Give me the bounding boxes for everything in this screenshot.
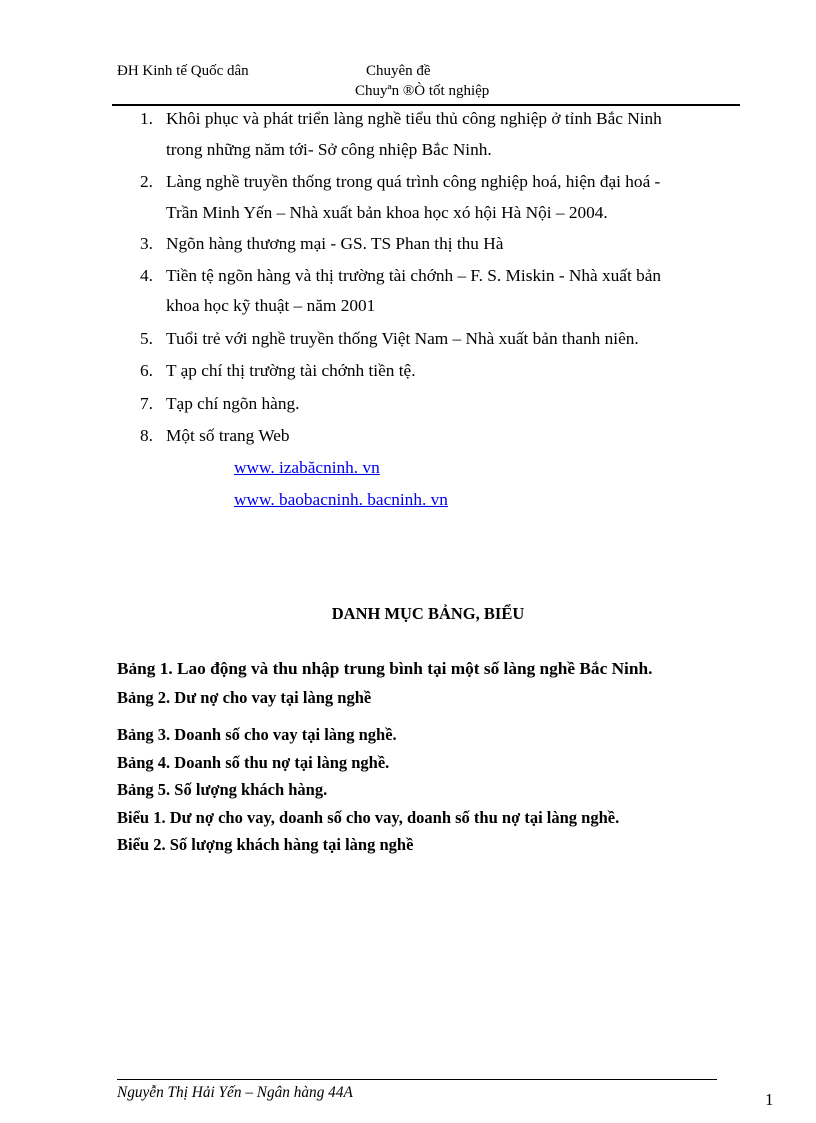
reference-text: khoa học kỹ thuật – năm 2001: [166, 296, 376, 315]
reference-text: Ngõn hàng thương mại - GS. TS Phan thị thu Hà: [166, 234, 504, 253]
reference-number: 4.: [140, 266, 153, 285]
chart-list-item: Biểu 2. Số lượng khách hàng tại làng nghề: [117, 835, 414, 854]
reference-text: Một số trang Web: [166, 426, 290, 445]
reference-text: Làng nghề truyền thống trong quá trình công nghiệp hoá, hiện đại hoá -: [166, 172, 661, 191]
reference-text: Trần Minh Yến – Nhà xuất bản khoa học xó hội Hà Nội – 2004.: [166, 203, 608, 222]
reference-text: Khôi phục và phát triển làng nghề tiểu thủ công nghiệp ở tỉnh Bắc Ninh: [166, 109, 662, 128]
reference-text: trong những năm tới- Sở công nhiệp Bắc Ninh.: [166, 140, 492, 159]
web-link-baobacninh[interactable]: www. baobacninh. bacninh. vn: [234, 490, 448, 509]
header-document-subtype: Chuyªn ®Ò tốt nghiệp: [355, 83, 490, 99]
reference-text: Tuổi trẻ với nghề truyền thống Việt Nam – Nhà xuất bản thanh niên.: [166, 329, 639, 348]
footer-author: Nguyễn Thị Hải Yến – Ngân hàng 44A: [117, 1084, 353, 1101]
reference-number: 1.: [140, 109, 153, 128]
reference-text: T ạp chí thị trường tài chớnh tiền tệ.: [166, 361, 416, 380]
section-title: DANH MỤC BẢNG, BIỂU: [331, 604, 525, 623]
page-number: 1: [765, 1090, 774, 1109]
reference-number: 5.: [140, 329, 153, 348]
reference-number: 2.: [140, 172, 153, 191]
header-divider: [112, 104, 740, 106]
table-list-item: Bảng 5. Số lượng khách hàng.: [117, 780, 328, 799]
reference-number: 6.: [140, 361, 153, 380]
web-link-izabacninh[interactable]: www. izabăcninh. vn: [234, 458, 380, 477]
reference-text: Tiền tệ ngõn hàng và thị trường tài chớnh – F. S. Miskin - Nhà xuất bản: [166, 266, 662, 285]
header-document-type: Chuyên đề: [366, 63, 431, 79]
reference-number: 3.: [140, 234, 153, 253]
header-institution: ĐH Kinh tế Quốc dân: [117, 63, 249, 79]
table-list-item: Bảng 4. Doanh số thu nợ tại làng nghề.: [117, 753, 390, 772]
table-list-item: Bảng 1. Lao động và thu nhập trung bình tại một số làng nghề Bắc Ninh.: [117, 659, 653, 678]
table-list-item: Bảng 2. Dư nợ cho vay tại làng nghề: [117, 688, 372, 707]
table-list-item: Bảng 3. Doanh số cho vay tại làng nghề.: [117, 725, 397, 744]
reference-number: 8.: [140, 426, 153, 445]
reference-text: Tạp chí ngõn hàng.: [166, 394, 300, 413]
chart-list-item: Biểu 1. Dư nợ cho vay, doanh số cho vay, doanh số thu nợ tại làng nghề.: [117, 808, 620, 827]
reference-number: 7.: [140, 394, 153, 413]
footer-divider: [117, 1079, 717, 1080]
